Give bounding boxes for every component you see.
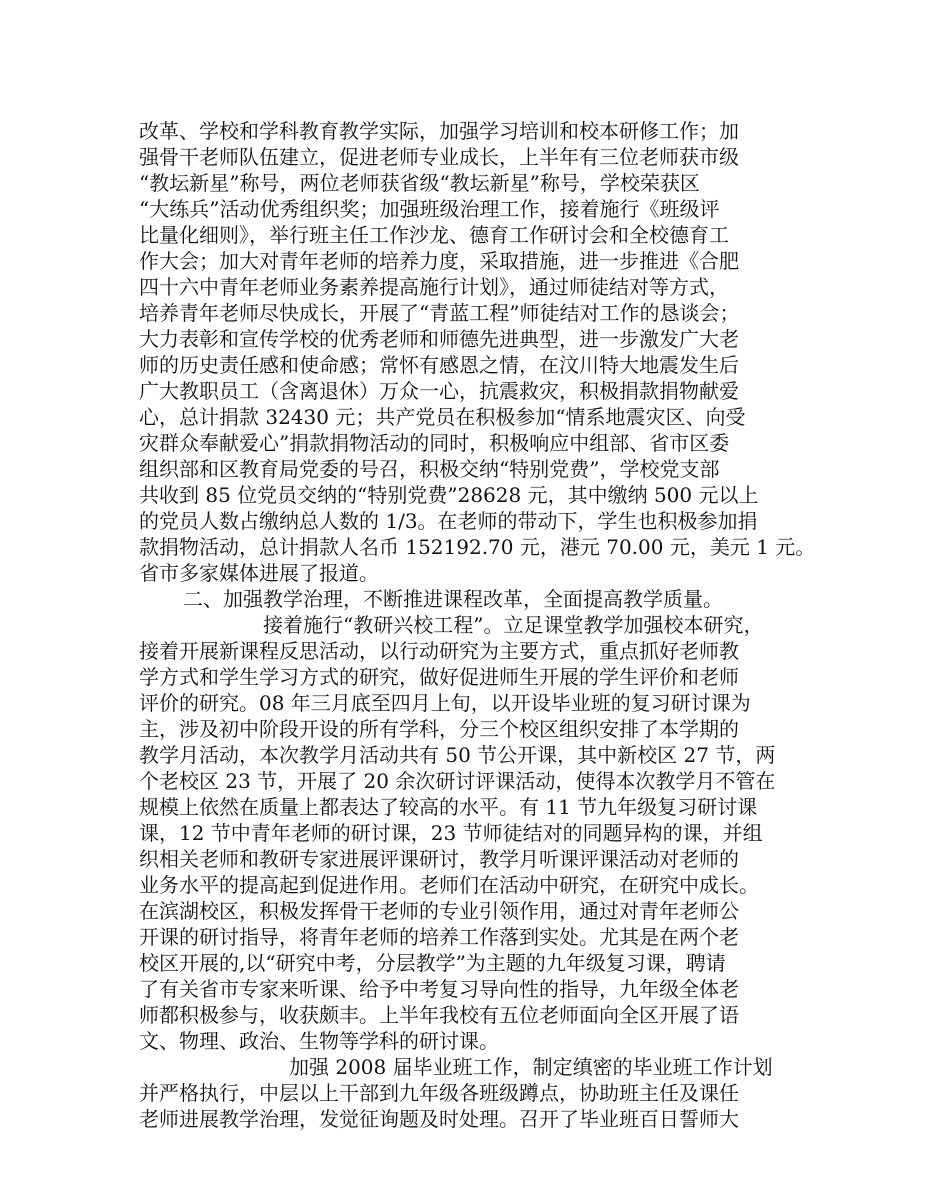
text-line: 开课的研讨指导，将青年老师的培养工作落到实处。尤其是在两个老: [139, 925, 739, 949]
document-body: [139, 118, 819, 1132]
text-line: “大练兵”活动优秀组织奖；加强班级治理工作，接着施行《班级评: [139, 197, 720, 221]
text-line: 的党员人数占缴纳总人数的 1/3。在老师的带动下，学生也积极参加捐: [139, 509, 758, 533]
text-line: 广大教职员工（含离退休）万众一心，抗震救灾，积极捐款捐物献爱: [139, 379, 739, 403]
text-line: 教学月活动，本次教学月活动共有 50 节公开课，其中新校区 27 节，两: [139, 743, 776, 767]
text-line: 四十六中青年老师业务素养提高施行计划》，通过师徒结对等方式，: [139, 275, 729, 299]
text-line: 学方式和学生学习方式的研究，做好促进师生开展的学生评价和老师: [139, 665, 739, 689]
paragraph-first-line: 接着施行“教研兴校工程”。立足课堂教学加强校本研究，: [263, 613, 764, 637]
text-line: 大力表彰和宣传学校的优秀老师和师德先进典型，进一步激发广大老: [139, 327, 739, 351]
text-line: 师的历史责任感和使命感；常怀有感恩之情，在汶川特大地震发生后: [139, 353, 739, 377]
text-line: 师都积极参与，收获颇丰。上半年我校有五位老师面向全区开展了语: [139, 1003, 739, 1027]
text-line: 课，12 节中青年老师的研讨课，23 节师徒结对的同题异构的课，并组: [139, 821, 763, 845]
text-line: 款捐物活动，总计捐款人名币 152192.70 元，港元 70.00 元，美元 1 元。: [139, 535, 816, 559]
text-line: 织相关老师和教研专家进展评课研讨，教学月听课评课活动对老师的: [139, 847, 739, 871]
paragraph-first-line: 加强 2008 届毕业班工作，制定缜密的毕业班工作计划: [289, 1055, 773, 1079]
text-line: 了有关省市专家来听课、给予中考复习导向性的指导，九年级全体老: [139, 977, 739, 1001]
text-line: 评价的研究。08 年三月底至四月上旬，以开设毕业班的复习研讨课为: [139, 691, 751, 715]
text-line: 心，总计捐款 32430 元；共产党员在积极参加“情系地震灾区、向受: [139, 405, 746, 429]
text-line: 培养青年老师尽快成长，开展了“青蓝工程”师徒结对工作的恳谈会；: [139, 301, 740, 325]
text-line: 比量化细则》，举行班主任工作沙龙、德育工作研讨会和全校德育工: [139, 223, 729, 247]
text-line: 文、物理、政治、生物等学科的研讨课。: [139, 1029, 499, 1053]
text-line: 作大会；加大对青年老师的培养力度，采取措施，进一步推进《合肥: [139, 249, 739, 273]
text-line: “教坛新星”称号，两位老师获省级“教坛新星”称号，学校荣获区: [139, 171, 700, 195]
text-line: 校区开展的,以“研究中考，分层教学”为主题的九年级复习课，聘请: [139, 951, 726, 975]
text-line: 共收到 85 位党员交纳的“特别党费”28628 元，其中缴纳 500 元以上: [139, 483, 759, 507]
text-line: 接着开展新课程反思活动，以行动研究为主要方式，重点抓好老师教: [139, 639, 739, 663]
text-line: 主，涉及初中阶段开设的所有学科，分三个校区组织安排了本学期的: [139, 717, 739, 741]
text-line: 规模上依然在质量上都表达了较高的水平。有 11 节九年级复习研讨课: [139, 795, 758, 819]
text-line: 改革、学校和学科教育教学实际，加强学习培训和校本研修工作；加: [139, 119, 739, 143]
text-line: 省市多家媒体进展了报道。: [139, 561, 379, 585]
text-line: 老师进展教学治理，发觉征询题及时处理。召开了毕业班百日誓师大: [139, 1107, 739, 1131]
text-line: 并严格执行，中层以上干部到九年级各班级蹲点，协助班主任及课任: [139, 1081, 739, 1105]
text-line: 业务水平的提高起到促进作用。老师们在活动中研究，在研究中成长。: [139, 873, 759, 897]
text-line: 组织部和区教育局党委的号召，积极交纳“特别党费”，学校党支部: [139, 457, 720, 481]
text-line: 在滨湖校区，积极发挥骨干老师的专业引领作用，通过对青年老师公: [139, 899, 739, 923]
text-line: 个老校区 23 节，开展了 20 余次研讨评课活动，使得本次教学月不管在: [139, 769, 776, 793]
text-line: 灾群众奉献爱心”捐款捐物活动的同时，积极响应中组部、省市区委: [139, 431, 730, 455]
text-line: 强骨干老师队伍建立，促进老师专业成长，上半年有三位老师获市级: [139, 145, 739, 169]
section-heading: 二、加强教学治理，不断推进课程改革，全面提高教学质量。: [183, 587, 723, 611]
